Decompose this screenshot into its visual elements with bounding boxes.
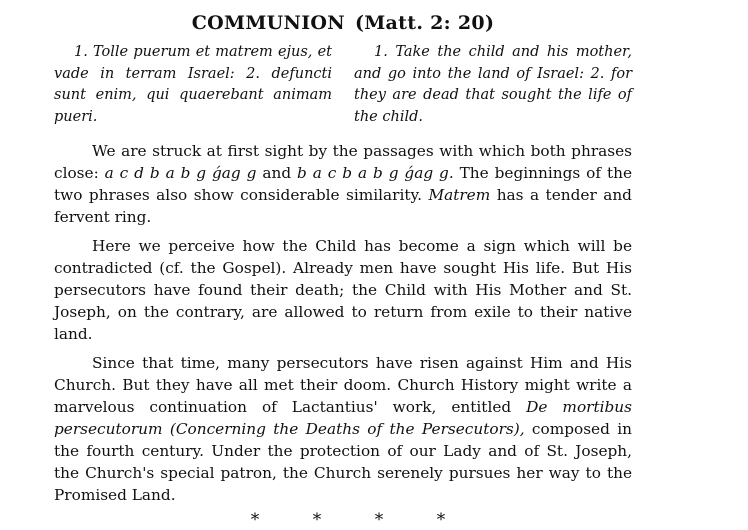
chant-text-columns — [54, 42, 632, 128]
paragraph-1-part-3: The beginnings of the two phrases also show considerable similarity. — [54, 164, 632, 204]
paragraph-1-part-4: has a tender and fervent ring. — [54, 186, 632, 226]
paragraph-1 — [54, 140, 632, 228]
notes-phrase-1: a c d b a b g ǵag g — [104, 164, 257, 182]
latin-text: 1. Tolle puerum et matrem ejus, et vade in terram Israel: 2. defuncti sunt enim, qui quaerebant animam pueri. — [54, 44, 332, 125]
separator-star: * — [436, 510, 446, 530]
separator-star: * — [374, 510, 384, 530]
separator-star: * — [312, 510, 322, 530]
paragraph-1-part-1: We are struck at first sight by the passages with which both phrases close: — [54, 142, 632, 182]
separator-star: * — [250, 510, 260, 530]
work-title: De mortibus persecutorum (Concerning the Deaths of the Persecutors), — [54, 398, 632, 438]
paragraph-3-part-1: Since that time, many persecutors have risen against Him and His Church. But they have all met their doom. Church History might write a marvelous continuation of Lactantius' work, entitled — [54, 354, 632, 416]
notes-phrase-2: b a c b a b g ǵag g. — [297, 164, 454, 182]
section-separator — [54, 510, 632, 530]
section-heading — [54, 10, 632, 36]
paragraph-1-part-2: and — [256, 164, 298, 182]
heading-title: COMMUNION — [191, 12, 345, 34]
page — [54, 10, 632, 530]
english-translation: 1. Take the child and his mother, and go into the land of Israel: 2. for they are dead that sought the life of the child. — [354, 44, 632, 125]
heading-reference: (Matt. 2: 20) — [354, 12, 495, 34]
word-matrem: Matrem — [428, 186, 491, 204]
paragraph-3 — [54, 352, 632, 506]
paragraph-3-part-2: composed in the fourth century. Under the protection of our Lady and of St. Joseph, the Church's special patron, the Church serenely pursues her way to the Promised Land. — [54, 420, 633, 504]
paragraph-2: Here we perceive how the Child has become a sign which will be contradicted (cf. the Gospel). Already men have sought His life. But His persecutors have found their death; the Child with His Mother and St. Joseph, on the contrary, are allowed to return from exile to their native land. — [54, 237, 632, 343]
